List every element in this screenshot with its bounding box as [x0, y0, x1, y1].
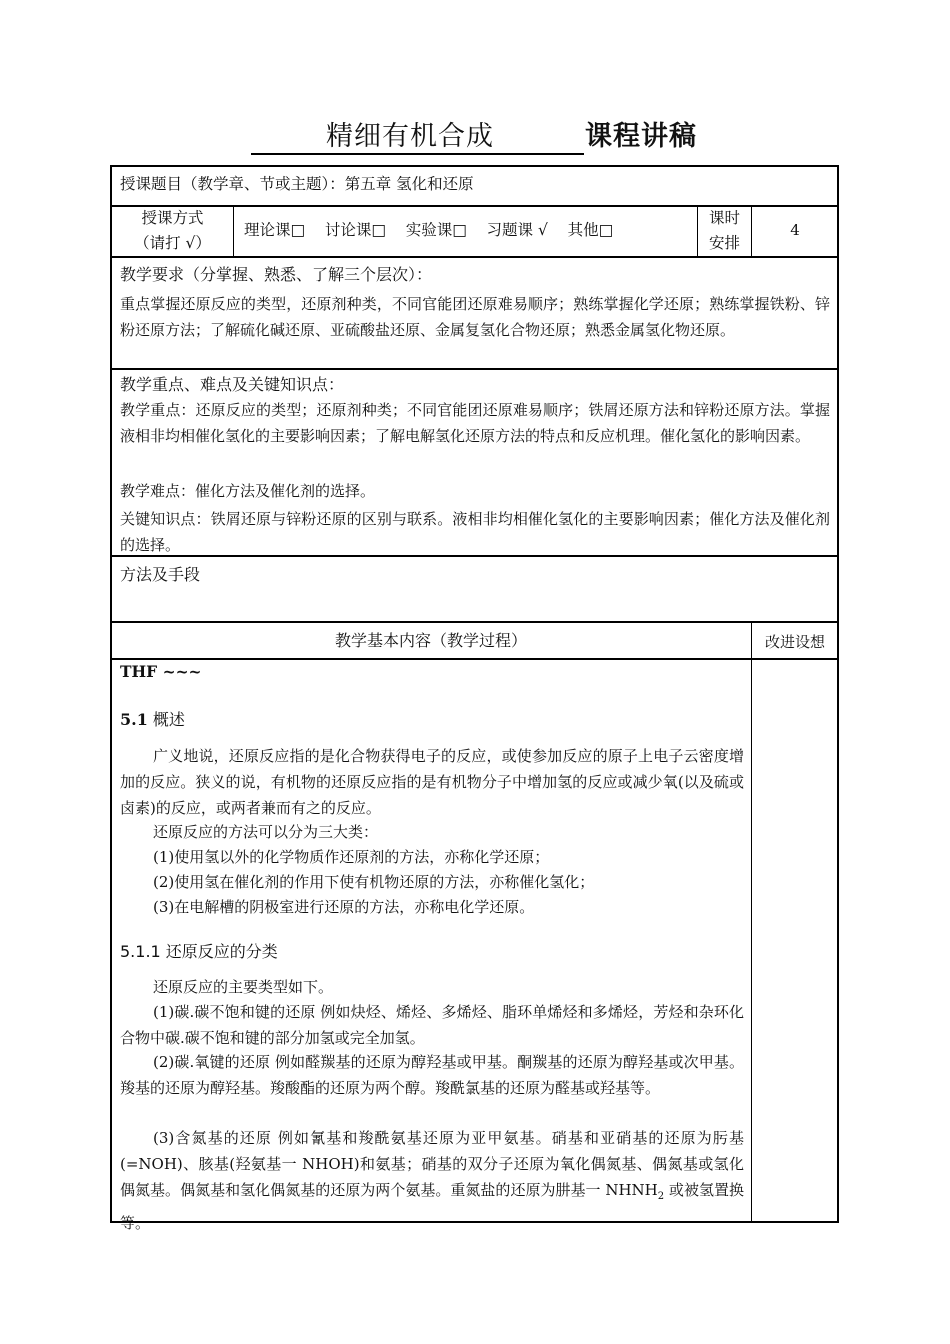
paragraph: (3)含氮基的还原 例如氰基和羧酰氨基还原为亚甲氨基。硝基和亚硝基的还原为肟基(=NOH)、胲基(羟氨基一 NHOH)和氨基；硝基的双分子还原为氧化偶氮基、偶氮基或氢化偶氮基。偶氮基和氢化偶氮基的还原为两个氨基。重氮盐的还原为肼基一 $NHNH_2$ 或被氢置换等。	[120, 1129, 744, 1232]
paragraph: (2)碳.氧键的还原 例如醛羰基的还原为醇羟基或甲基。酮羰基的还原为醇羟基或次甲基。羧基的还原为醇羟基。羧酸酯的还原为两个醇。羧酰氯基的还原为醛基或羟基等。	[120, 1053, 744, 1097]
paragraph: 还原反应的方法可以分为三大类：	[153, 823, 379, 841]
requirements-heading: 教学要求（分掌握、熟悉、了解三个层次）：	[120, 265, 433, 284]
paragraph: 广义地说，还原反应指的是化合物获得电子的反应，或使参加反应的原子上电子云密度增加的反应。狭义的说，有机物的还原反应指的是有机物分子中增加氢的反应或减少氧(以及硫或卤素)的反应，或两者兼而有之的反应。	[120, 747, 744, 817]
section-5-1-1-heading: 5.1.1 还原反应的分类	[120, 942, 278, 961]
row-divider	[110, 256, 839, 258]
teaching-difficulty: 教学难点：催化方法及催化剂的选择。	[120, 482, 376, 500]
requirements-body: 重点掌握还原反应的类型，还原剂种类，不同官能团还原难易顺序；熟练掌握化学还原；熟练掌握铁粉、锌粉还原方法；了解硫化碱还原、亚硫酸盐还原、金属复氢化合物还原；熟悉金属氢化物还原。	[120, 295, 830, 339]
section-5-1-heading: 5.1 概述	[120, 710, 185, 729]
list-item: (3)在电解槽的阴极室进行还原的方法，亦称电化学还原。	[153, 898, 535, 916]
hours-label: 课时 安排	[708, 209, 740, 252]
title-underline	[251, 153, 584, 155]
lecture-notes-title: 课程讲稿	[585, 121, 697, 152]
thf-line: THF ~~~	[120, 662, 224, 681]
list-item: (1)使用氢以外的化学物质作还原剂的方法，亦称化学还原；	[153, 848, 550, 866]
row-divider	[110, 368, 839, 370]
keypoints-heading: 教学重点、难点及关键知识点：	[120, 375, 345, 394]
paragraph: (1)碳.碳不饱和键的还原 例如炔烃、烯烃、多烯烃、脂环单烯烃和多烯烃，芳烃和杂环化合物中碳.碳不饱和键的部分加氢或完全加氢。	[120, 1003, 744, 1047]
row-divider	[110, 621, 839, 623]
hours-value: 4	[790, 221, 800, 239]
column-divider	[233, 206, 234, 256]
paragraph: 还原反应的主要类型如下。	[153, 978, 334, 996]
course-title: 精细有机合成	[326, 121, 494, 152]
improvement-header: 改进设想	[764, 633, 825, 651]
teaching-focus: 教学重点：还原反应的类型；还原剂种类；不同官能团还原难易顺序；铁屑还原方法和锌粉还原方法。掌握液相非均相催化氢化的主要影响因素；了解电解氢化还原方法的特点和反应机理。催化氢化的影响因素。	[120, 401, 830, 445]
key-knowledge: 关键知识点：铁屑还原与锌粉还原的区别与联系。液相非均相催化氢化的主要影响因素；催化方法及催化剂的选择。	[120, 510, 830, 554]
method-label: 授课方式 （请打 √）	[134, 209, 211, 252]
methods-heading: 方法及手段	[120, 565, 201, 584]
document-title	[0, 110, 950, 160]
method-options: 理论课□ 讨论课□ 实验课□ 习题课 √ 其他□	[244, 221, 614, 239]
column-divider	[751, 622, 752, 1222]
topic-line: 授课题目（教学章、节或主题）：第五章 氢化和还原	[120, 175, 474, 193]
list-item: (2)使用氢在催化剂的作用下使有机物还原的方法，亦称催化氢化；	[153, 873, 595, 891]
content-header: 教学基本内容（教学过程）	[334, 631, 527, 650]
